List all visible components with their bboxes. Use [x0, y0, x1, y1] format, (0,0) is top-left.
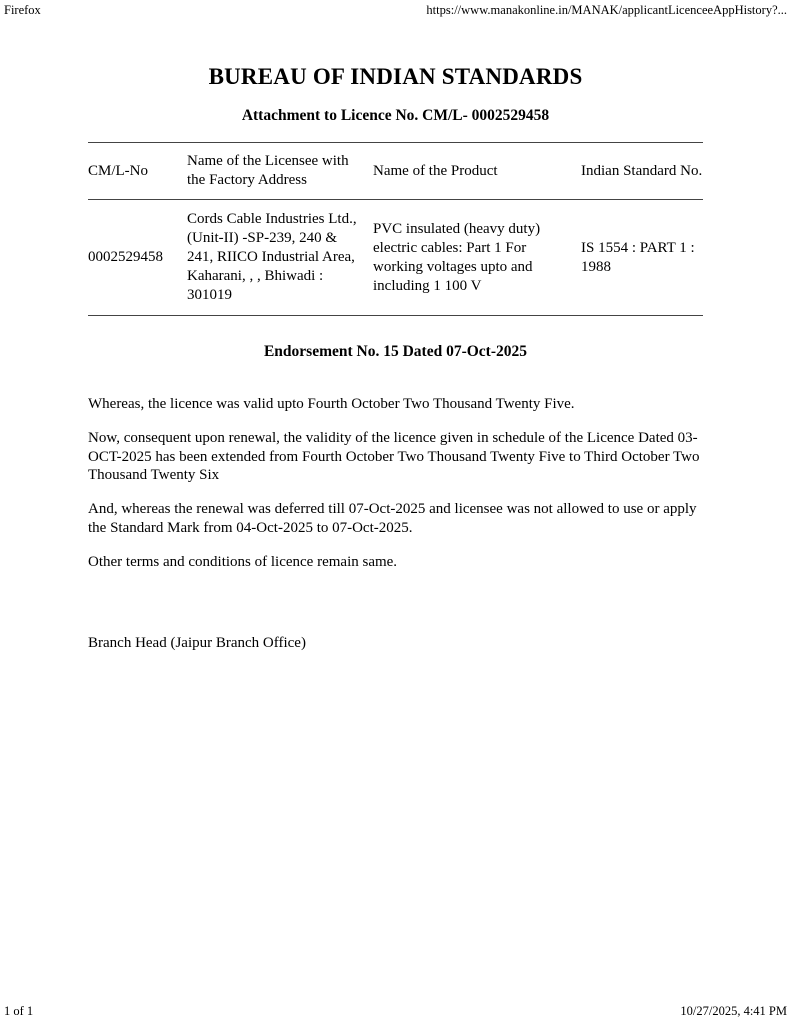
cell-product: PVC insulated (heavy duty) electric cables: Part 1 For working voltages upto and including 1 100 V — [373, 200, 581, 316]
cell-cml-no: 0002529458 — [88, 200, 187, 316]
endorsement-text — [88, 395, 703, 572]
endorsement-heading: Endorsement No. 15 Dated 07-Oct-2025 — [263, 343, 528, 360]
paragraph-validity: Whereas, the licence was valid upto Fourth October Two Thousand Twenty Five. — [88, 396, 575, 412]
header-cml-no: CM/L-No — [88, 143, 187, 200]
print-footer — [4, 1004, 787, 1019]
document-subtitle: Attachment to Licence No. CM/L- 0002529458 — [241, 107, 550, 124]
header-licensee: Name of the Licensee with the Factory Address — [187, 143, 373, 200]
header-standard: Indian Standard No. — [581, 143, 703, 200]
licence-table-body — [88, 200, 703, 316]
document-title: BUREAU OF INDIAN STANDARDS — [208, 64, 583, 89]
licence-table-header — [88, 143, 703, 200]
table-row — [88, 200, 703, 316]
print-header — [4, 3, 787, 18]
print-timestamp: 10/27/2025, 4:41 PM — [680, 1004, 787, 1018]
page-url: https://www.manakonline.in/MANAK/applicantLicenceeAppHistory?... — [426, 3, 787, 17]
paragraph-renewal: Now, consequent upon renewal, the validity of the licence given in schedule of the Licence Dated 03-OCT-2025 has been extended from Fourth October Two Thousand Twenty Five to Third October Two Thousand Twenty Six — [88, 429, 700, 484]
cell-licensee: Cords Cable Industries Ltd., (Unit-II) -SP-239, 240 & 241, RIICO Industrial Area, Kaharani, , , Bhiwadi : 301019 — [187, 200, 373, 316]
header-product: Name of the Product — [373, 143, 581, 200]
paragraph-conditions: Other terms and conditions of licence remain same. — [88, 553, 398, 570]
paragraph-deferral: And, whereas the renewal was deferred till 07-Oct-2025 and licensee was not allowed to use or apply the Standard Mark from 04-Oct-2025 to 07-Oct-2025. — [88, 501, 697, 536]
licence-table — [88, 142, 703, 316]
signature-line: Branch Head (Jaipur Branch Office) — [88, 634, 306, 651]
table-header-row — [88, 143, 703, 200]
cell-standard: IS 1554 : PART 1 : 1988 — [581, 200, 703, 316]
browser-name: Firefox — [4, 3, 41, 17]
page-indicator: 1 of 1 — [4, 1004, 34, 1018]
